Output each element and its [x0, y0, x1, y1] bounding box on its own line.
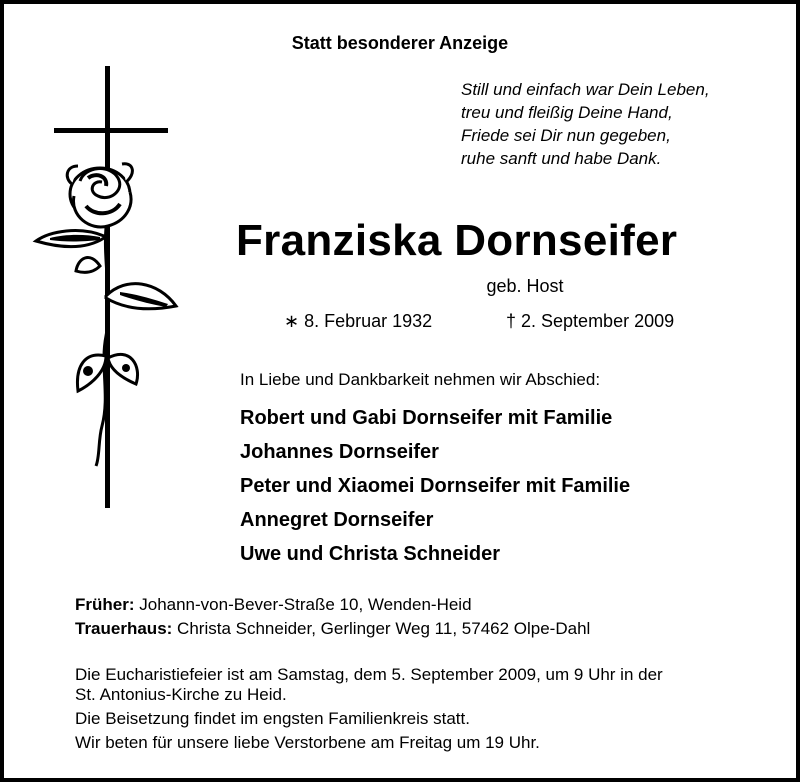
verse-line: Friede sei Dir nun gegeben, — [461, 126, 671, 145]
mourning-label: Trauerhaus: — [75, 619, 173, 638]
mourners-list — [240, 404, 630, 574]
verse-line: ruhe sanft und habe Dank. — [461, 149, 662, 168]
mass-line: Die Eucharistiefeier ist am Samstag, dem 5. September 2009, um 9 Uhr in der — [75, 665, 663, 684]
prayer-note: Wir beten für unsere liebe Verstorbene am Freitag um 19 Uhr. — [75, 733, 540, 752]
verse-line: Still und einfach war Dein Leben, — [461, 80, 710, 99]
verse-line: treu und fleißig Deine Hand, — [461, 103, 673, 122]
death-date: † 2. September 2009 — [506, 311, 675, 331]
former-label: Früher: — [75, 595, 135, 614]
farewell-intro: In Liebe und Dankbarkeit nehmen wir Abschied: — [240, 370, 601, 389]
mourner: Peter und Xiaomei Dornseifer mit Familie — [240, 475, 631, 497]
memorial-verse — [461, 78, 710, 170]
mourner: Uwe und Christa Schneider — [240, 543, 501, 565]
mourner: Annegret Dornseifer — [240, 509, 434, 531]
service-notes — [75, 665, 663, 753]
notice-header: Statt besonderer Anzeige — [291, 33, 509, 53]
birth-date: ∗ 8. Februar 1932 — [284, 311, 433, 331]
mourner: Robert und Gabi Dornseifer mit Familie — [240, 407, 613, 429]
mourning-house-address — [75, 618, 590, 642]
mass-line: St. Antonius-Kirche zu Heid. — [75, 685, 287, 704]
addresses — [75, 594, 590, 642]
former-value: Johann-von-Bever-Straße 10, Wenden-Heid — [139, 595, 472, 614]
mourning-value: Christa Schneider, Gerlinger Weg 11, 57462 Olpe-Dahl — [177, 619, 591, 638]
birth-name: geb. Host — [486, 276, 564, 296]
former-address — [75, 594, 590, 618]
mourner: Johannes Dornseifer — [240, 441, 439, 463]
burial-note: Die Beisetzung findet im engsten Familienkreis statt. — [75, 709, 470, 728]
deceased-name: Franziska Dornseifer — [236, 216, 678, 265]
